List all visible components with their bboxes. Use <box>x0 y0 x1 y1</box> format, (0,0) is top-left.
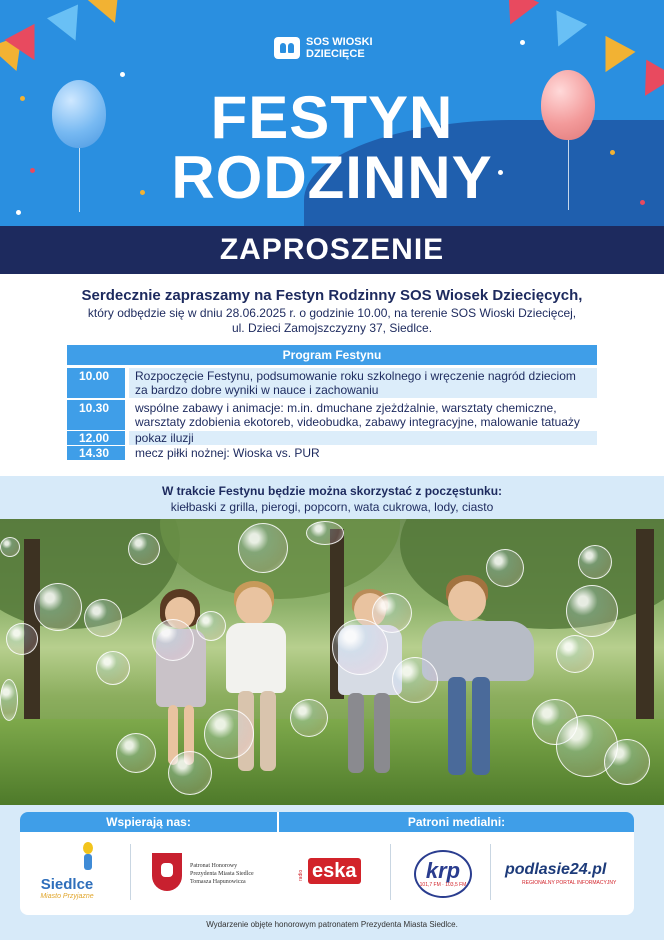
children-bubbles-photo <box>0 519 664 805</box>
soap-bubble <box>152 619 194 661</box>
program-row <box>67 431 597 445</box>
treats-list: kiełbaski z grilla, pierogi, popcorn, wata cukrowa, lody, ciasto <box>170 500 494 514</box>
soap-bubble <box>204 709 254 759</box>
podlasie24-logo: podlasie24.pl <box>505 861 607 878</box>
soap-bubble <box>556 635 594 673</box>
patron-line: Prezydenta Miasta Siedlce <box>190 871 254 877</box>
intro-headline: Serdecznie zapraszamy na Festyn Rodzinny SOS Wiosek Dziecięcych, <box>81 287 583 304</box>
confetti-dot <box>520 40 525 45</box>
city-crest-icon <box>152 853 182 891</box>
program-row <box>67 446 597 460</box>
tree-foliage <box>400 519 664 629</box>
soap-bubble <box>34 583 82 631</box>
soap-bubble <box>0 679 18 721</box>
program-time: 12.00 <box>67 431 125 445</box>
soap-bubble <box>306 521 344 545</box>
eska-logo: eska <box>308 858 361 884</box>
sos-logo <box>274 36 373 60</box>
soap-bubble <box>128 533 160 565</box>
patron-line: Patronat Honorowy <box>190 863 238 869</box>
program-description: pokaz iluzji <box>129 431 597 445</box>
soap-bubble <box>578 545 612 579</box>
soap-bubble <box>604 739 650 785</box>
bunting-flag-icon <box>495 0 539 32</box>
tree-trunk <box>636 529 654 729</box>
program-description: mecz piłki nożnej: Wioska vs. PUR <box>135 446 320 460</box>
podlasie24-tagline: REGIONALNY PORTAL INFORMACYJNY <box>522 880 617 886</box>
soap-bubble <box>0 537 20 557</box>
bunting-flag-icon <box>590 36 635 80</box>
soap-bubble <box>96 651 130 685</box>
logo-line2: DZIECIĘCE <box>306 48 365 60</box>
siedlce-logo-name: Siedlce <box>40 876 94 893</box>
soap-bubble <box>84 599 122 637</box>
program-description <box>129 400 597 430</box>
invitation-heading: ZAPROSZENIE <box>219 233 445 266</box>
program-time: 10.30 <box>67 400 125 430</box>
divider <box>490 844 491 900</box>
confetti-dot <box>120 72 125 77</box>
title-line2: RODZINNY <box>171 144 493 211</box>
program-description <box>129 368 597 398</box>
header-banner <box>0 0 664 226</box>
program-time: 14.30 <box>67 446 125 460</box>
soap-bubble <box>168 751 212 795</box>
soap-bubble <box>566 585 618 637</box>
program-desc-line: wspólne zabawy i animacje: m.in. dmuchane zjeżdżalnie, warsztaty chemiczne, <box>135 401 557 415</box>
media-patrons-heading: Patroni medialni: <box>279 812 634 832</box>
honorary-patronage-note <box>190 862 276 886</box>
confetti-dot <box>16 210 21 215</box>
patron-line: Tomasza Hapunowicza <box>190 879 246 885</box>
bunting-flag-icon <box>47 4 91 47</box>
intro-address-line: ul. Dzieci Zamojszczyzny 37, Siedlce. <box>231 321 433 335</box>
program-time: 10.00 <box>67 368 125 398</box>
program-desc-line: za bardzo dobre wyniki w nauce i zachowaniu <box>135 383 379 397</box>
supporters-heading: Wspierają nas: <box>20 812 277 832</box>
program-desc-line: warsztaty zdobienia ekotoreb, videobudka, zabawy integracyjne, malowanie tatuaży <box>135 415 580 429</box>
program-row <box>67 368 597 398</box>
bunting-flag-icon <box>543 10 587 53</box>
program-desc-line: Rozpoczęcie Festynu, podsumowanie roku szkolnego i wręczenie nagród dzieciom <box>135 369 576 383</box>
soap-bubble <box>392 657 438 703</box>
siedlce-logo-tagline: Miasto Przyjazne <box>40 893 94 900</box>
soap-bubble <box>196 611 226 641</box>
treats-heading: W trakcie Festynu będzie można skorzystać z poczęstunku: <box>161 484 503 498</box>
soap-bubble <box>116 733 156 773</box>
patronage-footnote: Wydarzenie objęte honorowym patronatem Prezydenta Miasta Siedlce. <box>206 920 458 929</box>
soap-bubble <box>372 593 412 633</box>
soap-bubble <box>238 523 288 573</box>
bunting-flag-icon <box>87 0 131 29</box>
krp-frequency: 101,7 FM · 103,5 FM <box>419 882 467 888</box>
intro-date-line: który odbędzie się w dniu 28.06.2025 r. o godzinie 10.00, na terenie SOS Wioski Dziecięcej, <box>87 306 577 320</box>
krp-logo: krp <box>425 858 461 883</box>
program-heading: Program Festynu <box>67 345 597 365</box>
title-line1: FESTYN <box>210 84 454 151</box>
logo-line1: SOS WIOSKI <box>306 36 373 48</box>
divider <box>130 844 131 900</box>
sos-children-icon <box>274 37 300 59</box>
soap-bubble <box>290 699 328 737</box>
divider <box>390 844 391 900</box>
soap-bubble <box>6 623 38 655</box>
program-row <box>67 400 597 430</box>
eska-radio-label: radio <box>298 869 304 881</box>
soap-bubble <box>486 549 524 587</box>
